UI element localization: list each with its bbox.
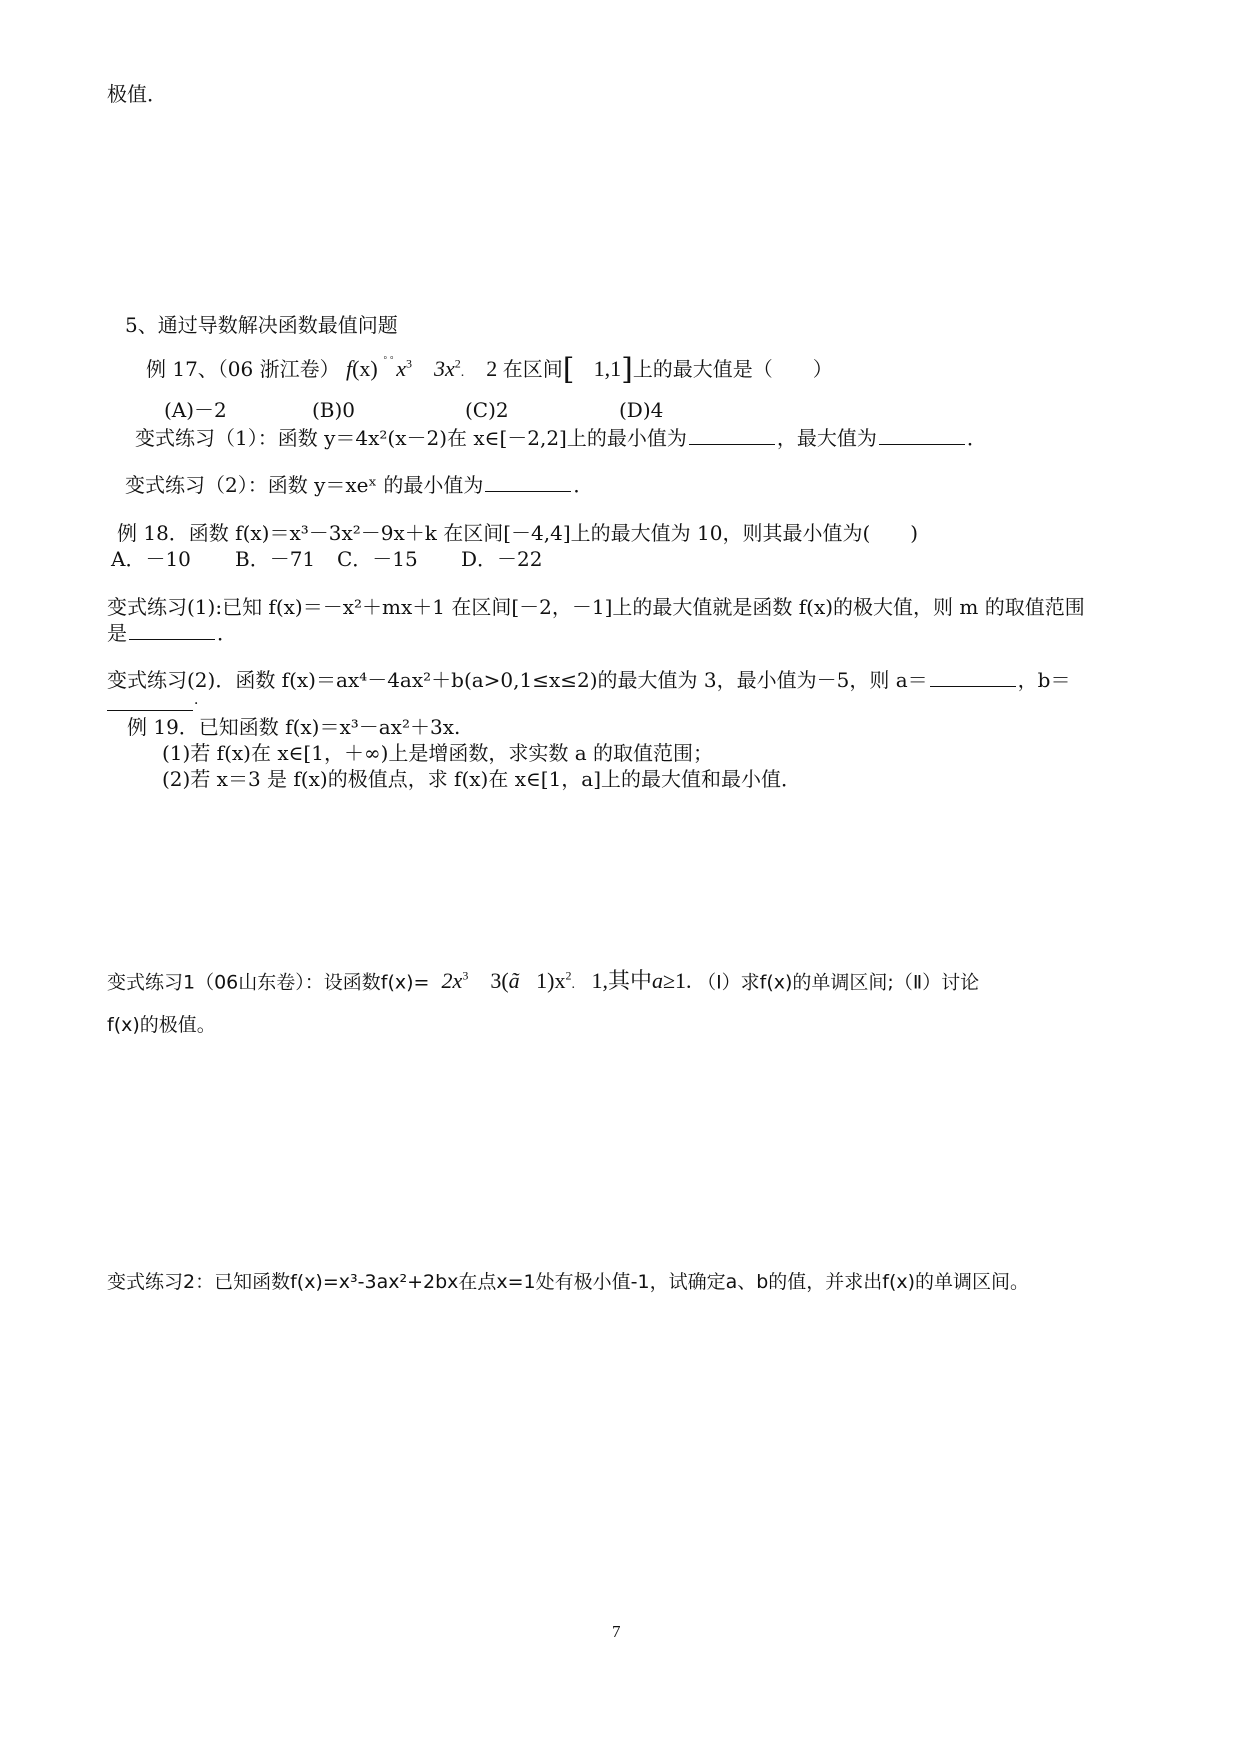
example-18-options [111,546,542,572]
example-18: 例 18．函数 f(x)＝x³－3x²－9x＋k 在区间[－4,4]上的最大值为 10，则其最小值为( ) [117,521,919,545]
variant-4-line1: 变式练习(2)．函数 f(x)＝ax⁴－4ax²＋b(a>0,1≤x≤2)的最大值为 3，最小值为－5，则 a＝ ，b＝ [107,668,1071,692]
example-19: 例 19．已知函数 f(x)＝x³－ax²＋3x. [127,715,461,739]
example-17-options [164,397,663,423]
example-19-part1: (1)若 f(x)在 x∈[1，＋∞)上是增函数，求实数 a 的取值范围； [162,741,714,765]
example-17-prefix: 例 17、（06 浙江卷） [146,357,340,381]
variant-2-final: 变式练习2：已知函数f(x)=x³-3ax²+2bx在点x=1处有极小值-1，试确定a、b的值，并求出f(x)的单调区间。 [107,1271,1030,1293]
answer-blank-m[interactable] [129,638,215,640]
answer-blank-max[interactable] [879,443,965,445]
option-c: C．－15 [337,547,418,571]
option-d: (D)4 [619,398,664,422]
option-a: A．－10 [111,547,191,571]
option-a: (A)－2 [164,398,227,422]
page-number: 7 [612,1622,621,1641]
answer-blank-b[interactable] [107,710,193,711]
formula-f: f(x) $^{ﾟﾟ}x^3$ $3x^2$. 2 [345,355,498,381]
answer-blank-xe[interactable] [485,490,571,492]
option-b: B．－71 [235,547,316,571]
answer-blank-min[interactable] [689,443,775,445]
option-b: (B)0 [312,398,356,422]
text-line-jizhi: 极值． [107,82,167,106]
variant-2: 变式练习（2）：函数 y＝xeˣ 的最小值为 ． [125,473,594,497]
variant-4-period: ． [194,692,208,708]
variant-3-line2: 是 ． [107,621,237,645]
option-d: D．－22 [461,547,543,571]
example-17: 例 17、（06 浙江卷） f(x) $^{ﾟﾟ}x^3$ $3x^2$. 2 在区间[ 1,1]上的最大值是（ ） [146,352,833,387]
answer-blank-a[interactable] [930,685,1016,687]
variant-1: 变式练习（1）：函数 y＝4x²(x－2)在 x∈[－2,2]上的最小值为 ，最大值为 ． [135,426,987,450]
option-c: (C)2 [465,398,509,422]
section-heading-5: 5、通过导数解决函数最值问题 [125,313,398,337]
variant-3-line1: 变式练习(1):已知 f(x)＝－x²＋mx＋1 在区间[－2，－1]上的最大值就是函数 f(x)的极大值，则 m 的取值范围 [107,595,1085,619]
variant-shandong: 变式练习1（06山东卷）：设函数$f(x)= 2x^3$ 3(ã $1)x^2$. 1,其中a≥1. （Ⅰ）求f(x)的单调区间;（Ⅱ）讨论 [107,968,980,994]
example-19-part2: (2)若 x＝3 是 f(x)的极值点，求 f(x)在 x∈[1，a]上的最大值和最小值． [162,767,802,791]
formula-shandong: $2x^3$ 3(ã $1)x^2$. 1,其中a≥1. [441,968,692,994]
variant-shandong-line2: f(x)的极值。 [107,1014,216,1036]
